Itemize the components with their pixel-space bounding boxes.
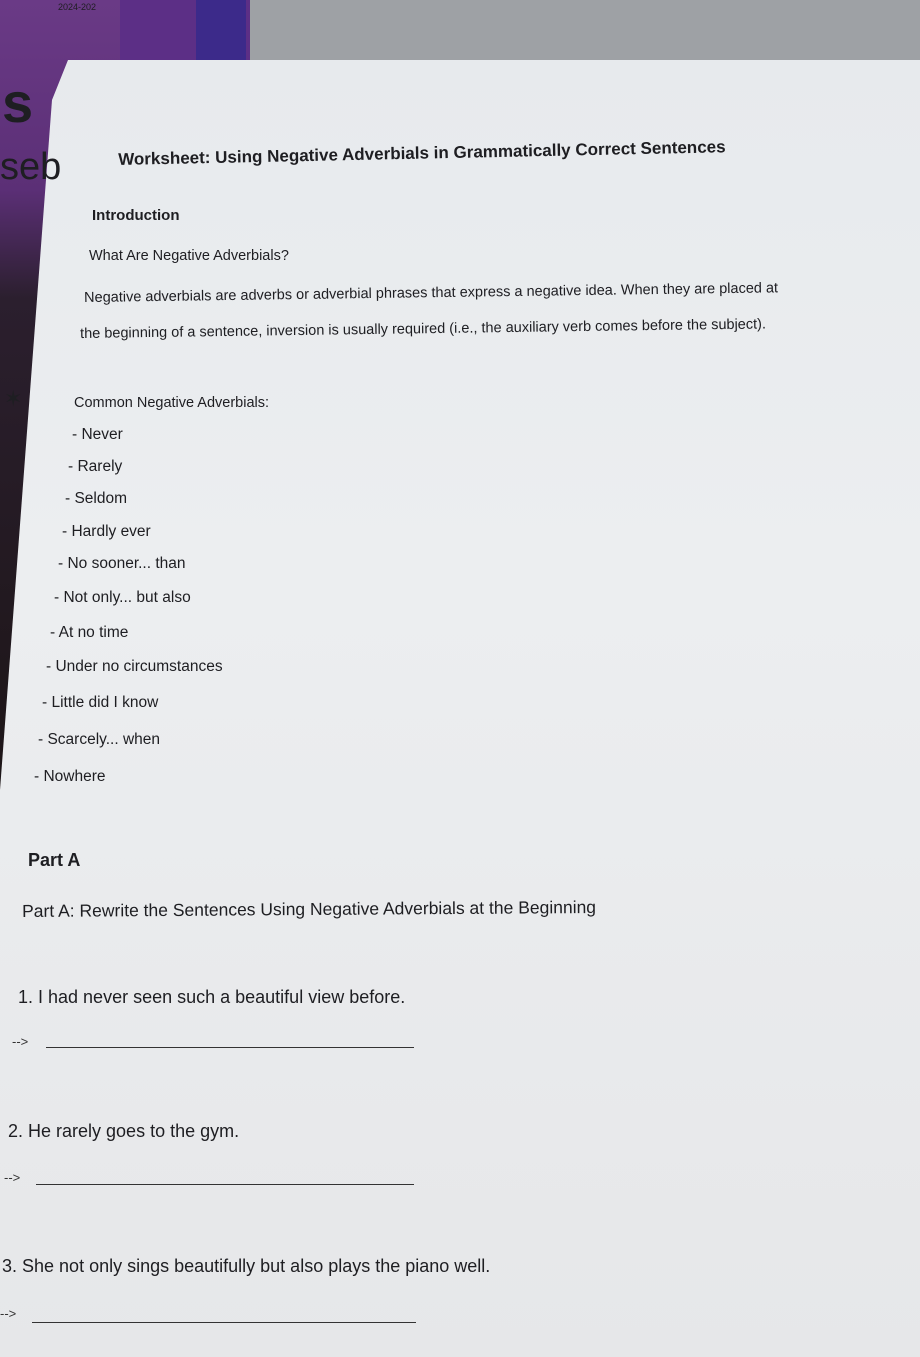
adverbial-list-item: - Little did I know bbox=[42, 694, 159, 711]
part-a-instruction: Part A: Rewrite the Sentences Using Negative Adverbials at the Beginning bbox=[22, 896, 597, 921]
book-cover-strip bbox=[196, 0, 246, 70]
exercise-sentence: 2. He rarely goes to the gym. bbox=[8, 1121, 240, 1141]
adverbial-list-item: - Scarcely... when bbox=[38, 731, 161, 748]
background-surface bbox=[250, 0, 920, 70]
cover-big-letter: s bbox=[2, 71, 34, 134]
adverbial-list-item: - Not only... but also bbox=[54, 589, 191, 606]
exercise-sentence: 1. I had never seen such a beautiful view before. bbox=[18, 987, 406, 1007]
answer-blank-line[interactable] bbox=[46, 1047, 414, 1048]
adverbial-list-item: - No sooner... than bbox=[58, 555, 186, 572]
part-a-heading: Part A bbox=[28, 850, 81, 870]
cover-year: 2024-202 bbox=[58, 2, 97, 12]
exercise-sentence: 3. She not only sings beautifully but also plays the piano well. bbox=[2, 1256, 491, 1276]
common-adverbials-heading: Common Negative Adverbials: bbox=[74, 395, 270, 411]
intro-question: What Are Negative Adverbials? bbox=[89, 248, 289, 264]
adverbial-list-item: - Under no circumstances bbox=[46, 658, 223, 675]
intro-paragraph-line-2: the beginning of a sentence, inversion is usually required (i.e., the auxiliary verb comes before the subject). bbox=[80, 316, 767, 342]
adverbial-list-item: - Nowhere bbox=[34, 768, 106, 785]
answer-arrow: --> bbox=[0, 1306, 17, 1321]
answer-arrow: --> bbox=[4, 1170, 21, 1185]
adverbial-list-item: - Never bbox=[72, 426, 123, 443]
answer-blank-line[interactable] bbox=[32, 1322, 416, 1323]
answer-arrow: --> bbox=[12, 1034, 29, 1049]
adverbial-list-item: - At no time bbox=[50, 624, 129, 641]
cover-partial-word: seb bbox=[0, 146, 62, 188]
answer-blank-line[interactable] bbox=[36, 1184, 414, 1185]
intro-heading: Introduction bbox=[92, 207, 180, 224]
worksheet-title: Worksheet: Using Negative Adverbials in Grammatically Correct Sentences bbox=[118, 137, 726, 169]
adverbial-list-item: - Rarely bbox=[68, 458, 123, 475]
star-icon: ✶ bbox=[4, 386, 23, 411]
adverbial-list-item: - Hardly ever bbox=[62, 523, 151, 540]
intro-paragraph-line-1: Negative adverbials are adverbs or adverbial phrases that express a negative idea. When they are placed at bbox=[84, 280, 779, 306]
adverbial-list-item: - Seldom bbox=[65, 490, 128, 507]
